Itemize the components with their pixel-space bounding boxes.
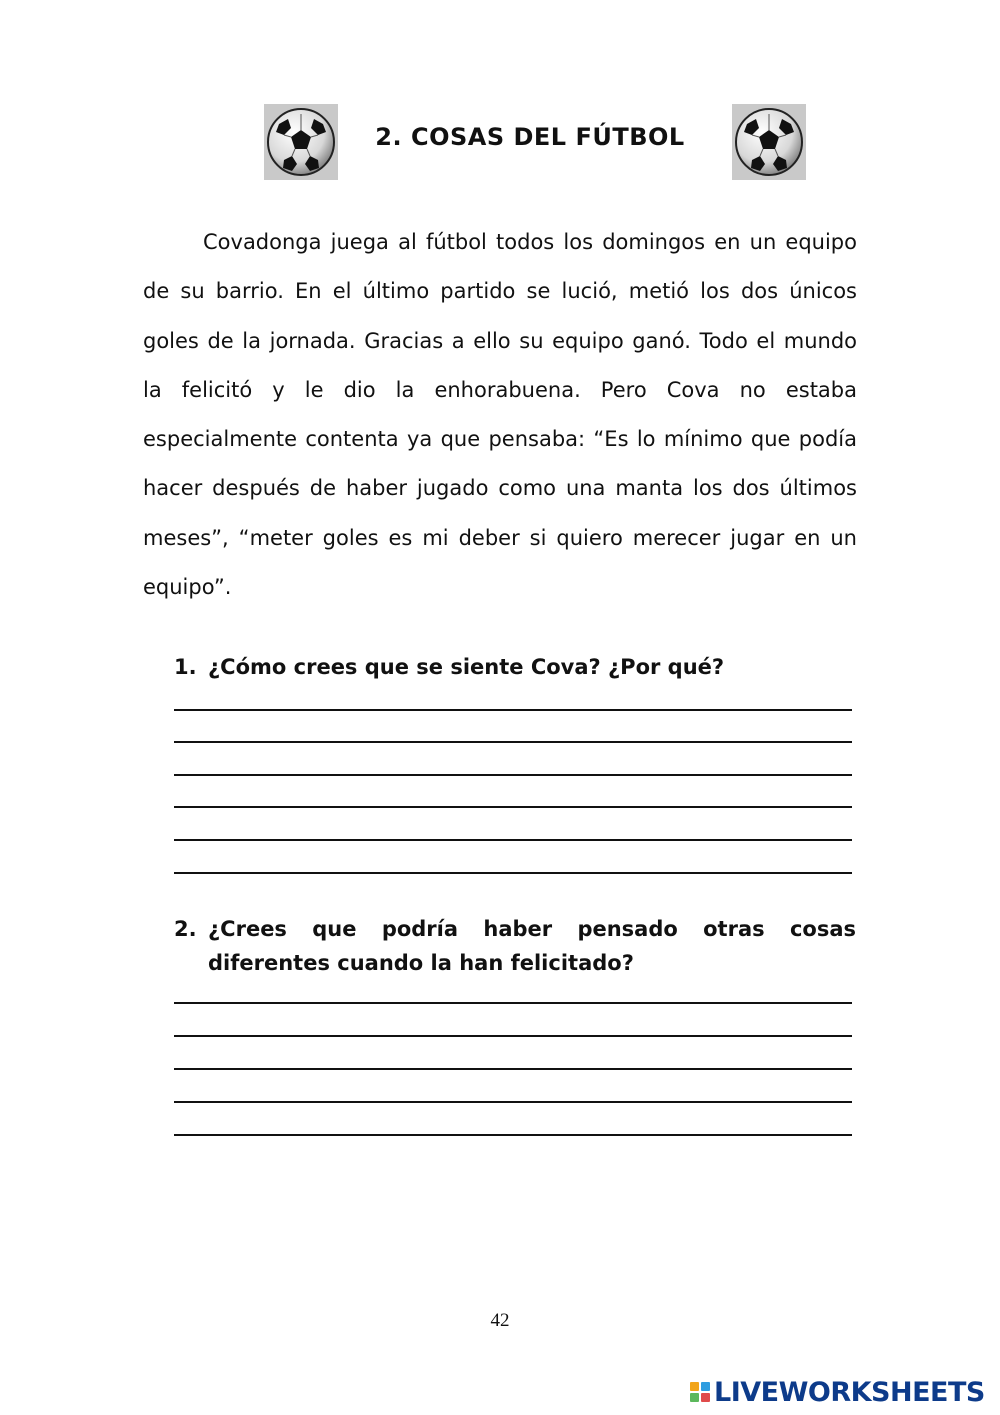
question-2 [174, 912, 856, 980]
answer-line-q1-5[interactable] [174, 839, 852, 841]
page-number: 42 [490, 1310, 510, 1331]
brand-name: LIVEWORKSHEETS [714, 1376, 985, 1408]
liveworksheets-mark-icon [690, 1382, 710, 1402]
answer-line-q2-1[interactable] [174, 1002, 852, 1004]
answer-line-q2-4[interactable] [174, 1101, 852, 1103]
answer-line-q1-1[interactable] [174, 709, 852, 711]
answer-line-q1-6[interactable] [174, 872, 852, 874]
answer-line-q1-3[interactable] [174, 774, 852, 776]
answer-line-q1-2[interactable] [174, 741, 852, 743]
answer-line-q2-3[interactable] [174, 1068, 852, 1070]
page-title: 2. COSAS DEL FÚTBOL [375, 123, 685, 151]
question-number: 2. [174, 917, 197, 941]
question-1 [174, 650, 856, 684]
answer-line-q2-5[interactable] [174, 1134, 852, 1136]
story-paragraph: Covadonga juega al fútbol todos los domingos en un equipo de su barrio. En el último partido se lució, metió los dos únicos goles de la jornada. Gracias a ello su equipo ganó. Todo el mundo la felicitó y le dio la enhorabuena. Pero Cova no estaba especialmente contenta ya que pensaba: “Es lo mínimo que podía hacer después de haber jugado como una manta los dos últimos meses”, “meter goles es mi deber si quiero merecer jugar en un equipo”. [143, 230, 857, 600]
liveworksheets-logo[interactable] [690, 1372, 985, 1412]
answer-line-q1-4[interactable] [174, 806, 852, 808]
question-text: ¿Crees que podría haber pensado otras cosas diferentes cuando la han felicitado? [208, 917, 856, 975]
answer-line-q2-2[interactable] [174, 1035, 852, 1037]
question-text: ¿Cómo crees que se siente Cova? ¿Por qué? [208, 655, 725, 679]
question-number: 1. [174, 655, 197, 679]
